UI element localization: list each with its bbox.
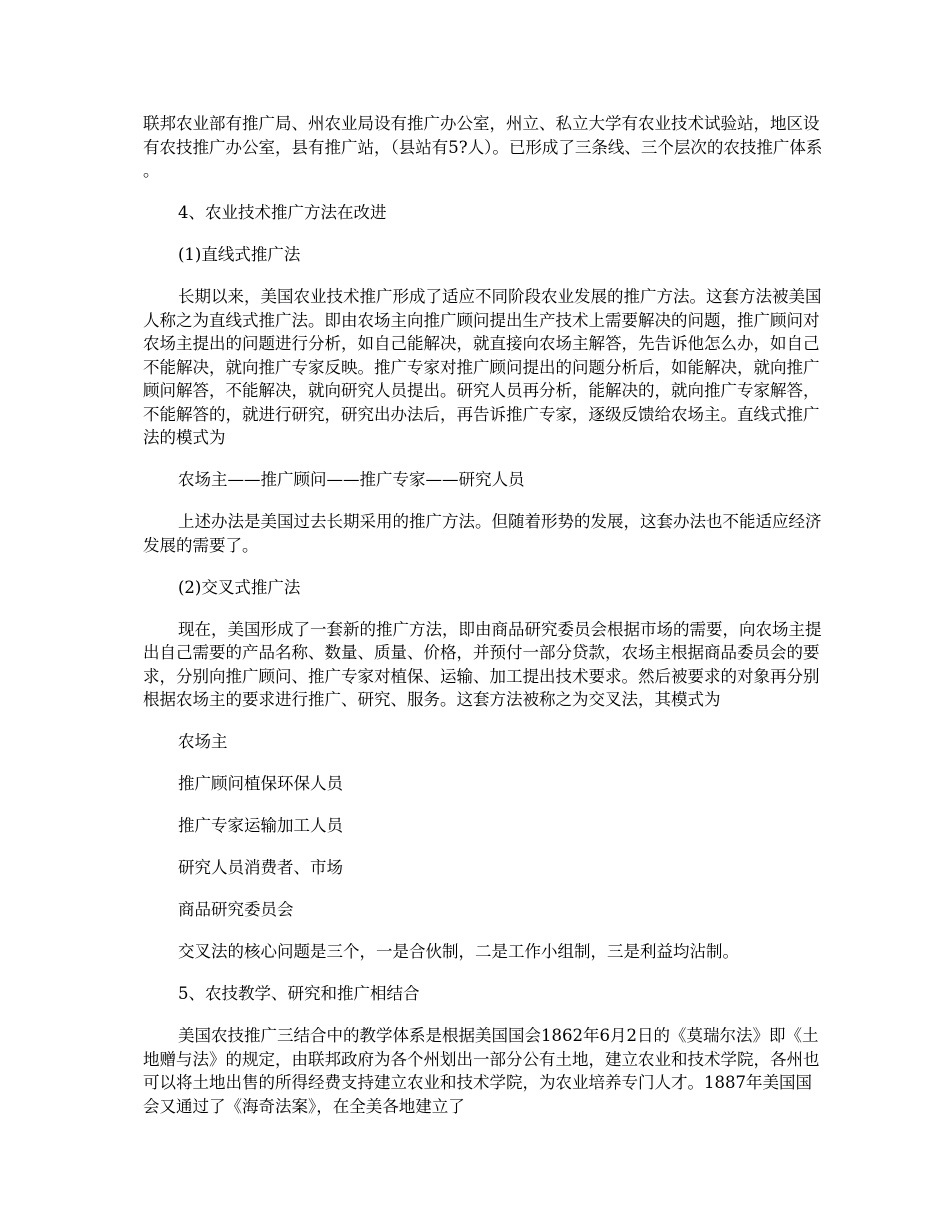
heading-linear-method: (1)直线式推广法 bbox=[178, 245, 301, 264]
cross-model-item: 商品研究委员会 bbox=[178, 900, 294, 919]
cross-model-item: 农场主 bbox=[178, 732, 228, 751]
heading-section-4: 4、农业技术推广方法在改进 bbox=[178, 203, 387, 222]
cross-model-item: 推广专家运输加工人员 bbox=[178, 816, 343, 835]
cross-model-item: 推广顾问植保环保人员 bbox=[178, 774, 343, 793]
paragraph-cross-core: 交叉法的核心问题是三个，一是合伙制，二是工作小组制，三是利益均沾制。 bbox=[178, 942, 739, 961]
paragraph-extension-system: 联邦农业部有推广局、州农业局设有推广办公室，州立、私立大学有农业技术试验站，地区设有农技推广办公室，县有推广站，（县站有5?人）。已形成了三条线、三个层次的农技推广体系。 bbox=[143, 114, 823, 180]
heading-section-5: 5、农技教学、研究和推广相结合 bbox=[178, 984, 420, 1003]
paragraph-linear-method: 长期以来，美国农业技术推广形成了适应不同阶段农业发展的推广方法。这套方法被美国人称之为直线式推广法。即由农场主向推广顾问提出生产技术上需要解决的问题，推广顾问对农场主提出的问题进行分析，如自己能解决，就直接向农场主解答，先告诉他怎么办，如自己不能解决，就向推广专家反映。推广专家对推广顾问提出的问题分析后，如能解决，就向推广顾问解答，不能解决，就向研究人员提出。研究人员再分析，能解决的，就向推广专家解答，不能解答的，就进行研究，研究出办法后，再告诉推广专家，逐级反馈给农场主。直线式推广法的模式为 bbox=[143, 287, 822, 447]
paragraph-linear-outdated: 上述办法是美国过去长期采用的推广方法。但随着形势的发展，这套办法也不能适应经济发展的需要了。 bbox=[143, 512, 822, 555]
heading-cross-method: (2)交叉式推广法 bbox=[178, 577, 301, 597]
linear-model-line: 农场主——推广顾问——推广专家——研究人员 bbox=[178, 470, 525, 489]
paragraph-cross-method: 现在，美国形成了一套新的推广方法，即由商品研究委员会根据市场的需要，向农场主提出自己需要的产品名称、数量、质量、价格，并预付一部分贷款，农场主根据商品委员会的要求，分别向推广顾问、推广专家对植保、运输、加工提出技术要求。然后被要求的对象再分别根据农场主的要求进行推广、研究、服务。这套方法被称之为交叉法，其模式为 bbox=[143, 619, 822, 709]
paragraph-teaching-system: 美国农技推广三结合中的教学体系是根据美国国会1862年6月2日的《莫瑞尔法》即《土地赠与法》的规定，由联邦政府为各个州划出一部分公有土地，建立农业和技术学院，各州也可以将土地出售的所得经费支持建立农业和技术学院，为农业培养专门人才。1887年美国国会又通过了《海奇法案》，在全美各地建立了 bbox=[143, 1026, 820, 1116]
cross-model-item: 研究人员消费者、市场 bbox=[178, 858, 343, 877]
document-body bbox=[143, 112, 823, 1137]
